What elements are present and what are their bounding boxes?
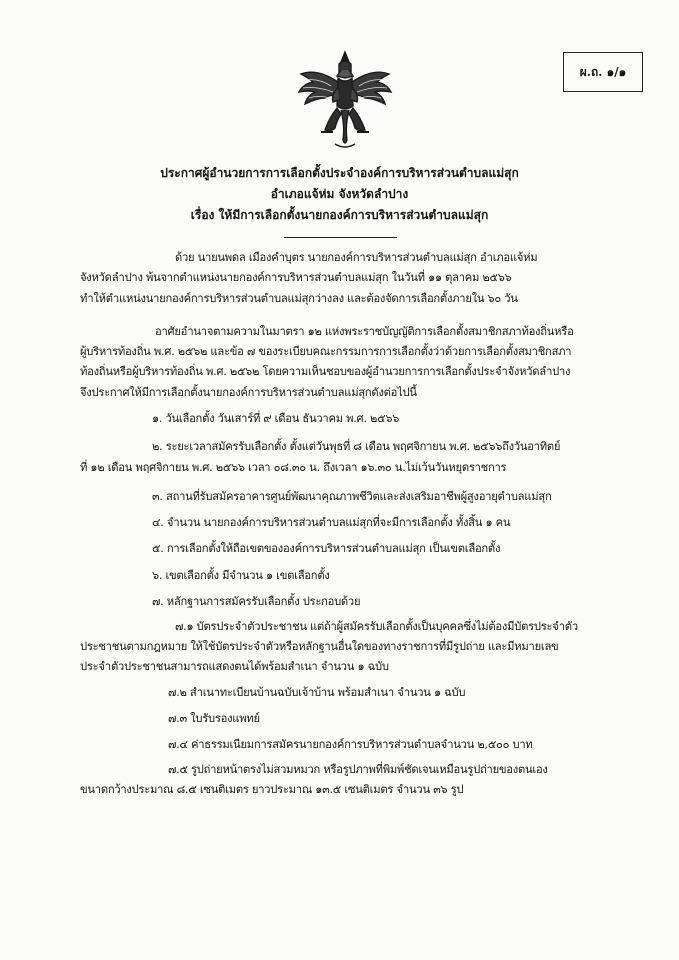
form-code-box	[563, 52, 643, 92]
sub-list-item: ๗.๒ สำเนาทะเบียนบ้านฉบับเจ้าบ้าน พร้อมสำเนา จำนวน ๑ ฉบับ	[168, 686, 466, 699]
sub-list-item: ๗.๑ บัตรประจำตัวประชาชน แต่ถ้าผู้สมัครรับเลือกตั้งเป็นบุคคลซึ่งไม่ต้องมีบัตรประจำตัว	[175, 620, 578, 633]
list-item: ๓. สถานที่รับสมัครอาคารศูนย์พัฒนาคุณภาพชีวิตและส่งเสริมอาชีพผู้สูงอายุตำบลแม่สุก	[152, 490, 552, 503]
body-line: ท้องถิ่นหรือผู้บริหารท้องถิ่น พ.ศ. ๒๕๖๒ โดยความเห็นชอบของผู้อำนวยการการเลือกตั้งประจำจังหวัดลำปาง	[80, 365, 571, 378]
list-item: ๖. เขตเลือกตั้ง มีจำนวน ๑ เขตเลือกตั้ง	[152, 569, 330, 582]
announcement-title	[0, 163, 679, 226]
title-divider	[284, 237, 397, 238]
sub-list-item: ๗.๓ ใบรับรองแพทย์	[168, 712, 260, 725]
sub-list-item: ประชาชนตามกฎหมาย ให้ใช้บัตรประจำตัวหรือหลักฐานอื่นใดของทางราชการที่มีรูปถ่าย และมีหมายเลข	[80, 640, 559, 653]
form-code-label: ผ.ถ. ๑/๑	[579, 64, 627, 79]
body-line: ทำให้ตำแหน่งนายกองค์การบริหารส่วนตำบลแม่สุกว่างลง และต้องจัดการเลือกตั้งภายใน ๖๐ วัน	[80, 292, 518, 305]
list-item: ๒. ระยะเวลาสมัครรับเลือกตั้ง ตั้งแต่วันพุธที่ ๘ เดือน พฤศจิกายน พ.ศ. ๒๕๖๖ถึงวันอาทิตย์	[152, 440, 561, 453]
title-line: ประกาศผู้อำนวยการการเลือกตั้งประจำองค์การบริหารส่วนตำบลแม่สุก	[160, 166, 519, 180]
body-line: ผู้บริหารท้องถิ่น พ.ศ. ๒๕๖๒ และข้อ ๗ ของระเบียบคณะกรรมการการเลือกตั้งว่าด้วยการเลือกตั้งสมาชิกสภา	[80, 345, 572, 358]
list-item: ๑. วันเลือกตั้ง วันเสาร์ที่ ๙ เดือน ธันวาคม พ.ศ. ๒๕๖๖	[152, 412, 400, 425]
garuda-emblem	[295, 48, 395, 152]
body-line: จังหวัดลำปาง พ้นจากตำแหน่งนายกองค์การบริหารส่วนตำบลแม่สุก ในวันที่ ๑๑ ตุลาคม ๒๕๖๖	[80, 271, 512, 284]
list-item: ที่ ๑๒ เดือน พฤศจิกายน พ.ศ. ๒๕๖๖ เวลา ๐๘.๓๐ น. ถึงเวลา ๑๖.๓๐ น.ไม่เว้นวันหยุดราชการ	[80, 461, 507, 474]
sub-list-item: ขนาดกว้างประมาณ ๘.๕ เซนติเมตร ยาวประมาณ ๑๓.๕ เซนติเมตร จำนวน ๓๖ รูป	[80, 783, 464, 796]
garuda-emblem-icon	[295, 48, 395, 152]
title-line: เรื่อง ให้มีการเลือกตั้งนายกองค์การบริหารส่วนตำบลแม่สุก	[190, 208, 489, 222]
body-line: ด้วย นายนพดล เมืองคำบุตร นายกองค์การบริหารส่วนตำบลแม่สุก อำเภอแจ้ห่ม	[175, 251, 538, 264]
title-line: อำเภอแจ้ห่ม จังหวัดลำปาง	[270, 187, 409, 201]
body-line: อาศัยอำนาจตามความในมาตรา ๑๒ แห่งพระราชบัญญัติการเลือกตั้งสมาชิกสภาท้องถิ่นหรือ	[155, 325, 574, 338]
list-item: ๕. การเลือกตั้งให้ถือเขตขององค์การบริหารส่วนตำบลแม่สุก เป็นเขตเลือกตั้ง	[152, 542, 501, 555]
sub-list-item: ๗.๔ ค่าธรรมเนียมการสมัครนายกองค์การบริหารส่วนตำบลจำนวน ๒,๕๐๐ บาท	[168, 738, 533, 751]
list-item: ๔. จำนวน นายกองค์การบริหารส่วนตำบลแม่สุกที่จะมีการเลือกตั้ง ทั้งสิ้น ๑ คน	[152, 516, 511, 529]
list-item: ๗. หลักฐานการสมัครรับเลือกตั้ง ประกอบด้วย	[152, 595, 361, 608]
body-line: จึงประกาศให้มีการเลือกตั้งนายกองค์การบริหารส่วนตำบลแม่สุกดังต่อไปนี้	[80, 386, 417, 399]
sub-list-item: ๗.๕ รูปถ่ายหน้าตรงไม่สวมหมวก หรือรูปภาพที่พิมพ์ชัดเจนเหมือนรูปถ่ายของตนเอง	[168, 763, 548, 776]
sub-list-item: ประจำตัวประชาชนสามารถแสดงตนได้พร้อมสำเนา จำนวน ๑ ฉบับ	[80, 660, 389, 673]
